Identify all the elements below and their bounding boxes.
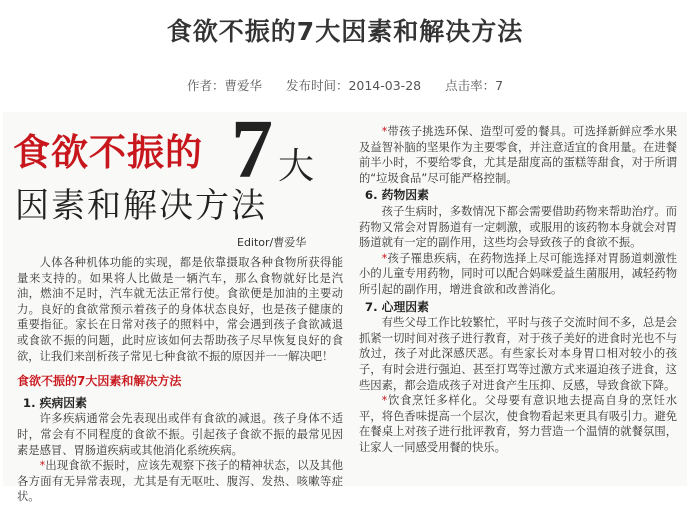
star-bullet-icon: * [39, 459, 46, 473]
author-label: 作者：曹爱华 [186, 78, 262, 93]
paragraph-tableware-tip [359, 124, 677, 186]
headline-black-text: 因素和解决方法 [15, 186, 267, 226]
heading-psychology: 7. 心理因素 [364, 299, 429, 314]
publish-date: 发布时间：2014-03-28 [285, 78, 422, 93]
left-column [17, 255, 343, 505]
star-bullet-icon: * [381, 394, 388, 408]
magazine-headline [9, 103, 349, 236]
paragraph-tableware-tip-text: 带孩子挑选环保、造型可爱的餐具。可选择新鲜应季水果及益智补脑的坚果作为主要零食，并注意适宜的食用量。在进餐前半小时，不要给零食，尤其是甜度高的蛋糕等甜食，对于所谓的“垃圾食品”尽可能严格控制。 [359, 125, 677, 185]
star-bullet-icon: * [381, 251, 388, 265]
paragraph-psychology-tip-text: 饮食烹饪多样化。父母要有意识地去提高自身的烹饪水平，将色香味提高一个层次，使食物看起来更具有吸引力。避免在餐桌上对孩子进行批评教育，努力营造一个温情的就餐氛围，让家人一同感受用餐的快乐。 [359, 394, 677, 454]
paragraph-psychology: 有些父母工作比较繁忙，平时与孩子交流时间不多，总是会抓紧一切时间对孩子进行教育，对于孩子美好的进食时光也不与放过，孩子对此深感厌恶。有些家长对本身胃口相对较小的孩子，有时会进行强迫、甚至打骂等过激方式来逼迫孩子进食，这些因素，都会造成孩子对进食产生压抑、反感，导致食欲下降。 [359, 316, 677, 392]
click-count: 点击率：7 [445, 78, 504, 93]
paragraph-disease-tip [17, 458, 343, 505]
headline-seven: 7 [231, 103, 273, 196]
headline-da: 大 [278, 146, 315, 187]
editor-credit: Editor/曹爱华 [237, 236, 307, 249]
heading-medicine: 6. 药物因素 [364, 188, 429, 203]
paragraph-disease-tip-text: 出现食欲不振时，应该先观察下孩子的精神状态，以及其他各方面有无异常表现，尤其是有无呕吐、腹泻、发热、咳嗽等症状。 [17, 459, 343, 504]
scanned-article-image [3, 103, 687, 504]
heading-disease: 1. 疾病因素 [22, 395, 87, 410]
paragraph-medicine: 孩子生病时，多数情况下都会需要借助药物来帮助治疗。而药物又常会对胃肠道有一定刺激，或服用的该药物本身就会对胃肠道就有一定的副作用，这些均会导致孩子的食欲不振。 [359, 204, 677, 250]
page-title: 食欲不振的7大因素和解决方法 [166, 17, 524, 46]
section-title: 食欲不振的7大因素和解决方法 [17, 374, 182, 389]
headline-red-text: 食欲不振的 [13, 131, 203, 174]
intro-paragraph: 人体各种机体功能的实现，都是依靠摄取各种食物所获得能量来支持的。如果将人比做是一辆汽车，那么食物就好比是汽油，燃油不足时，汽车就无法正常行使。食欲便是加油的主要动力。良好的食欲常预示着孩子的身体状态良好，也是孩子健康的重要指征。家长在日常对孩子的照料中，常会遇到孩子食欲减退或食欲不振的问题，此时应该如何去帮助孩子尽早恢复良好的食欲，让我们来剖析孩子常见七种食欲不振的原因并一一解决吧！ [17, 256, 343, 363]
right-column [359, 124, 677, 455]
paragraph-medicine-tip [359, 251, 677, 298]
paragraph-psychology-tip [359, 393, 677, 455]
article-meta [0, 76, 690, 94]
paragraph-medicine-tip-text: 孩子罹患疾病，在药物选择上尽可能选择对胃肠道刺激性小的儿童专用药物，同时可以配合妈咪爱益生菌服用，减轻药物所引起的副作用，增进食欲和改善消化。 [359, 251, 677, 296]
paragraph-disease: 许多疾病通常会先表现出或伴有食欲的减退。孩子身体不适时，常会有不同程度的食欲不振。引起孩子食欲不振的最常见因素是感冒、胃肠道疾病或其他消化系统疾病。 [17, 412, 343, 457]
star-bullet-icon: * [381, 125, 388, 138]
